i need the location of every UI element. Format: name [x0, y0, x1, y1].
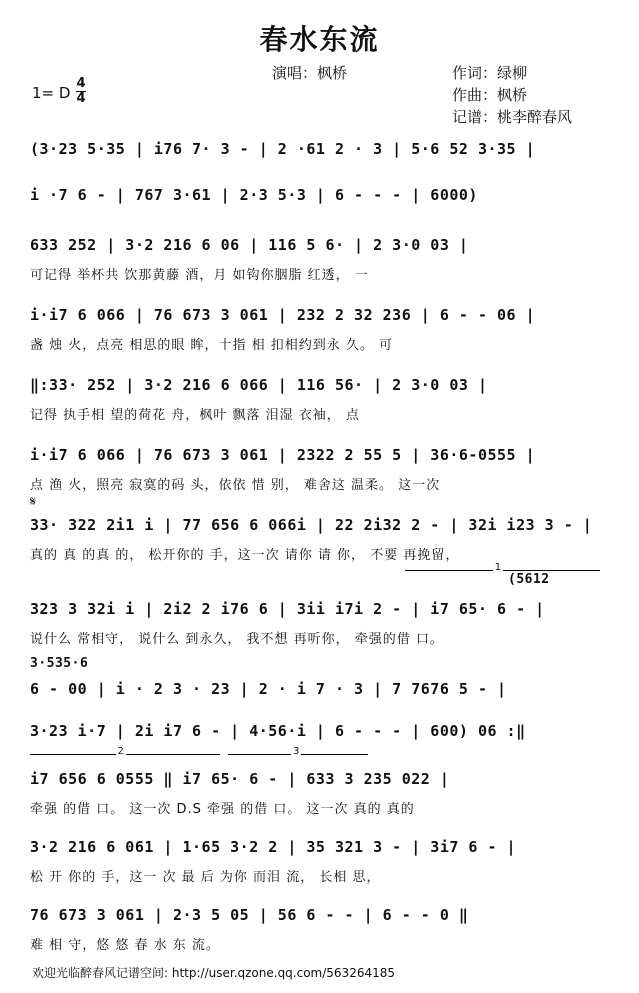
- score-line-9: 6 - 00 | i · 2 3 · 23 | 2 · i 7 · 3 | 7 7676 5 - |: [30, 680, 507, 698]
- score-line-13: 76 673 3 061 | 2·3 5 05 | 56 6 - - | 6 - - 0 ‖: [30, 906, 469, 924]
- lyric-line-8: 说什么 常相守， 说什么 到永久， 我不想 再听你， 牵强的借 口。: [30, 632, 444, 647]
- time-signature-bottom: 4: [76, 91, 86, 106]
- score-line-4: i·i7 6 066 | 76 673 3 061 | 232 2 32 236 | 6 - - 06 |: [30, 306, 536, 324]
- transcriber-credit: 记谱：桃李醉春风: [452, 108, 573, 126]
- composer-credit: 作曲：枫桥: [452, 86, 528, 104]
- upper-voice-notes: 3·535·6: [30, 656, 89, 671]
- score-line-8: 323 3 32i i | 2i2 2 i76 6 | 3ii i7i 2 - | i7 65· 6 - |: [30, 600, 545, 618]
- footer-credit: 欢迎光临醉春风记谱空间: http://user.qzone.qq.com/563264185: [32, 966, 396, 980]
- score-line-7: 33· 322 2i1 i | 77 656 6 066i | 22 2i32 2 - | 32i i23 3 - |: [30, 516, 593, 534]
- lyric-line-7: 真的 真 的真 的， 松开你的 手，这一次 请你 请 你， 不要 再挽留，: [30, 548, 460, 563]
- score-line-6: i·i7 6 066 | 76 673 3 061 | 2322 2 55 5 | 36·6-0555 |: [30, 446, 536, 464]
- volta-bracket-2: 2: [30, 754, 220, 755]
- song-title: 春水东流: [259, 23, 380, 56]
- lyric-line-12: 松 开 你的 手，这一 次 最 后 为你 而泪 流， 长相 思，: [30, 870, 381, 885]
- lyric-line-5: 记得 执手相 望的荷花 舟，枫叶 飘落 泪湿 衣袖， 点: [30, 408, 360, 423]
- time-signature-top: 4: [76, 76, 86, 91]
- key-signature: 1= D: [32, 84, 71, 102]
- lyric-line-4: 盏 烛 火，点亮 相思的眼 眸，十指 相 扣相约到永 久。 可: [30, 338, 394, 353]
- score-line-10: 3·23 i·7 | 2i i7 6 - | 4·56·i | 6 - - - | 600) 06 :‖: [30, 722, 526, 740]
- lyric-line-6: 点 渔 火，照亮 寂寞的码 头，依依 惜 别， 难舍这 温柔。 这一次: [30, 478, 441, 493]
- pickup-notes: (5612: [508, 572, 550, 587]
- score-line-11: i7 656 6 0555 ‖ i7 65· 6 - | 633 3 235 022 |: [30, 770, 450, 788]
- score-line-1: (3·23 5·35 | i76 7· 3 - | 2 ·61 2 · 3 | 5·6 52 3·35 |: [30, 140, 536, 158]
- lyric-line-11: 牵强 的借 口。 这一次 D.S 牵强 的借 口。 这一次 真的 真的: [30, 802, 415, 817]
- lyricist-credit: 作词：绿柳: [452, 64, 528, 82]
- lyric-line-3: 可记得 举杯共 饮那黄藤 酒，月 如钩你胭脂 红透， 一: [30, 268, 369, 283]
- score-line-2: i ·7 6 - | 767 3·61 | 2·3 5·3 | 6 - - - | 6000): [30, 186, 478, 204]
- lyric-line-13: 难 相 守，悠 悠 春 水 东 流。: [30, 938, 220, 953]
- singer-credit: 演唱：枫桥: [272, 64, 348, 82]
- score-line-12: 3·2 216 6 061 | 1·65 3·2 2 | 35 321 3 - | 3i7 6 - |: [30, 838, 517, 856]
- volta-bracket-1: 1: [405, 570, 600, 571]
- segno-sign: 𝄋: [30, 494, 37, 510]
- score-line-3: 633 252 | 3·2 216 6 06 | 116 5 6· | 2 3·0 03 |: [30, 236, 469, 254]
- score-line-5: ‖:33· 252 | 3·2 216 6 066 | 116 56· | 2 3·0 03 |: [30, 376, 488, 394]
- time-signature: [76, 78, 86, 105]
- volta-bracket-3: 3: [228, 754, 368, 755]
